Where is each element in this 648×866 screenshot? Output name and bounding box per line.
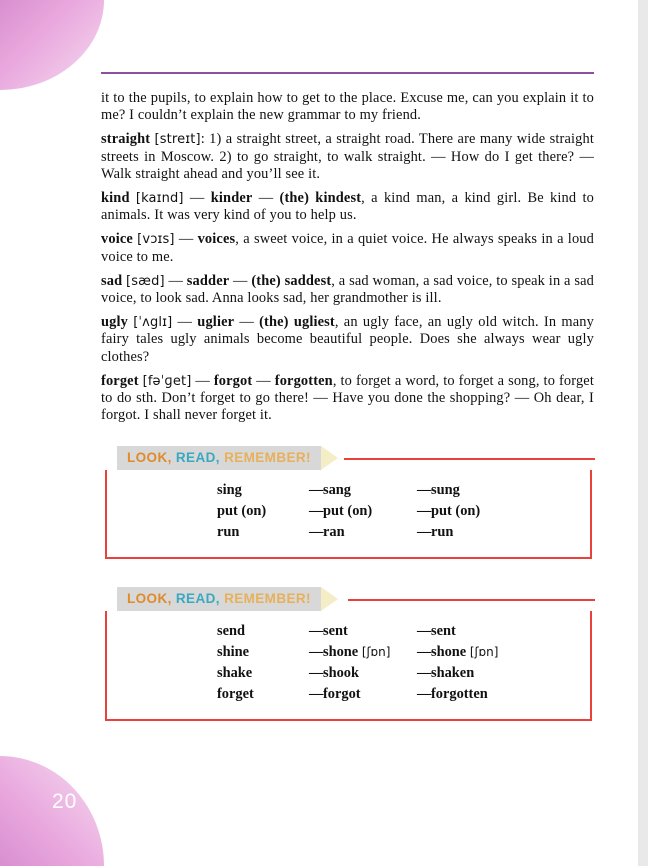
paragraph-continuation: it to the pupils, to explain how to get to the place. Excuse me, can you explain it to me? I couldn’t explain the new grammar to my friend. [101,90,594,124]
banner-word-read: READ, [175,450,220,466]
dictionary-entry-straight: straight [streɪt]: 1) a straight street, a straight road. There are many wide straight streets in Moscow. 2) to go straight, to walk straight. — How do I get there? — Walk straight ahead and you’ll see it. [101,131,595,182]
verb-base: shine [217,644,249,661]
table-row [217,503,537,524]
table-row [217,482,537,503]
verb-past: —sent [309,623,348,640]
banner-word-read: READ, [175,591,220,607]
verb-base: send [217,623,245,640]
look-read-remember-banner-1 [117,446,321,470]
verb-participle: —shone [ʃɒn] [417,644,499,661]
left-margin-band [0,0,110,866]
verb-participle: —shaken [417,665,475,682]
page-number: 20 [52,790,78,813]
verb-table-box-1 [105,470,592,559]
verb-base: run [217,524,240,541]
verb-base: sing [217,482,242,499]
dictionary-entry-sad: sad [sæd] — sadder — (the) saddest, a sad woman, a sad voice, to speak in a sad voice, to look sad. Anna looks sad, her grandmother is ill. [101,272,594,307]
dictionary-entry-voice: voice [vɔɪs] — voices, a sweet voice, in a quiet voice. He always speaks in a loud voice to me. [101,231,594,265]
banner-word-look: LOOK, [127,591,172,607]
right-page-edge [638,0,648,866]
table-row [217,644,537,665]
verb-participle: —put (on) [417,503,481,520]
verb-participle: —run [417,524,454,541]
table-row [217,665,537,686]
verb-table-2 [217,623,537,707]
banner-word-remember: REMEMBER! [224,450,311,466]
verb-past: —shook [309,665,359,682]
verb-past: —put (on) [309,503,373,520]
pencil-tip-icon [321,446,338,470]
table-row [217,686,537,707]
banner-connector-line-1 [344,458,595,460]
banner-word-look: LOOK, [127,450,172,466]
top-left-decor-shape [0,0,104,90]
verb-past: —ran [309,524,345,541]
dictionary-entry-kind: kind [kaɪnd] — kinder — (the) kindest, a kind man, a kind girl. Be kind to animals. It was very kind of you to help us. [101,190,594,224]
verb-table-box-2 [105,611,592,721]
banner-word-remember: REMEMBER! [224,591,311,607]
verb-past: —forgot [309,686,361,703]
verb-base: shake [217,665,253,682]
verb-base: forget [217,686,254,703]
look-read-remember-banner-2 [117,587,321,611]
verb-past: —sang [309,482,351,499]
banner-connector-line-2 [348,599,595,601]
page-content [101,72,594,721]
look-read-remember-block-1 [101,446,594,559]
table-row [217,524,537,545]
look-read-remember-block-2 [101,587,594,721]
pencil-tip-icon [321,587,338,611]
verb-participle: —sung [417,482,460,499]
verb-participle: —sent [417,623,456,640]
verb-base: put (on) [217,503,267,520]
verb-participle: —forgotten [417,686,488,703]
verb-past: —shone [ʃɒn] [309,644,391,661]
dictionary-entry-ugly: ugly [ˈʌglɪ] — uglier — (the) ugliest, an ugly face, an ugly old witch. In many fairy tales ugly animals become beautiful people. Does she always wear ugly clothes? [101,314,594,365]
dictionary-entry-forget: forget [fəˈɡet] — forgot — forgotten, to forget a word, to forget a song, to forget to do sth. Don’t forget to go there! — Have you done the shopping? — Oh dear, I forgot. I shall never forget it. [101,372,594,424]
header-rule [101,72,594,74]
verb-table-1 [217,482,537,545]
table-row [217,623,537,644]
